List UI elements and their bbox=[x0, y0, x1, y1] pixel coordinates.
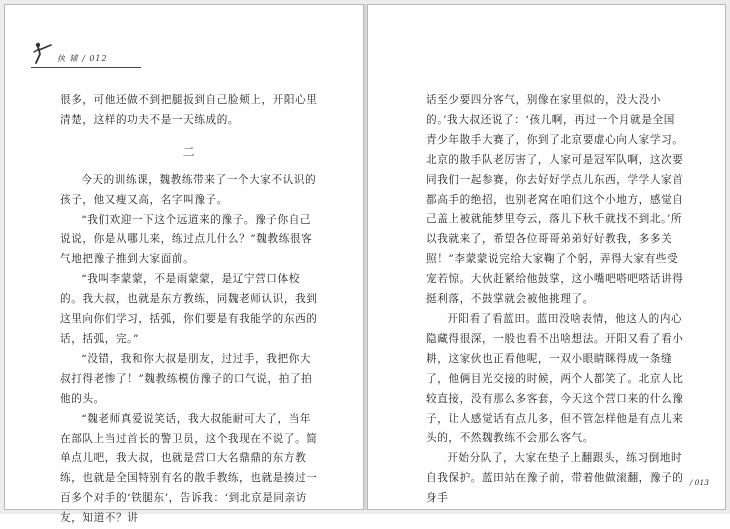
section-heading: 二 bbox=[182, 144, 196, 159]
paragraph: 开阳看了看蓝田。蓝田没啥表情，他这人的内心隐藏得很深，一般也看不出啥想法。开阳又看了看小耕，这家伙也正看他呢，一双小眼睛眯得成一条缝了，他俩目光交接的时候，两个人都笑了。北京人比较直接，没有那么多客套，今天这个营口来的什么豫子，让人感觉话有点儿多，但不管怎样他是有点儿来头的，不然魏教练不会那么客气。 bbox=[426, 312, 684, 445]
paragraph: 很多，可他还做不到把腿扳到自己脸颊上，开阳心里清楚，这样的功夫不是一天练成的。 bbox=[60, 94, 318, 126]
paragraph: 今天的训练课，魏教练带来了一个大家不认识的孩子，他又瘦又高，名字叫豫子。 bbox=[60, 173, 317, 206]
running-head bbox=[31, 41, 108, 65]
kick-figure-icon bbox=[31, 41, 53, 65]
paragraph: “魏老师真爱说笑话，我大叔能耐可大了，当年在部队上当过首长的警卫员，这个我现在不说了。简单点儿吧，我大叔，也就是营口大名鼎鼎的东方教练，也就是全国特别有名的散手教练，也就是揍过一百多个对手的‘铁腿东’，告诉我：‘到北京是同亲访友，知道不？讲 bbox=[60, 412, 318, 525]
paragraph: 话至少要四分客气，别像在家里似的，没大没小的。’我大叔还说了：‘孩儿啊，再过一个月就是全国青少年散手大赛了，你到了北京要虚心向人家学习。北京的散手队老厉害了，人家可是冠军队啊，这次要同我们一起参赛，你去好好学点儿东西，学学人家首都高手的绝招，也别老窝在咱们这个小地方，感觉自己盖上被就能梦里夸云，落儿下秋千就找不到北。’所以我就来了，希望各位哥哥弟弟好好教我，多多关照！”李蒙蒙说完给大家鞠了个躬，弄得大家有些受宠若惊。大伙赶紧给他鼓掌，这小嘴吧嗒吧嗒话讲得挺利落，不鼓掌就会被他挑理了。 bbox=[426, 94, 684, 306]
running-head-rule bbox=[31, 67, 141, 68]
right-page-body bbox=[426, 91, 684, 509]
left-page bbox=[4, 4, 364, 525]
paragraph: 开始分队了，大家在垫子上翻跟头，练习倒地时自我保护。蓝田站在豫子前，带着他做滚翻，豫子的身手 bbox=[426, 452, 684, 505]
page-number: / 013 bbox=[689, 478, 709, 487]
right-page bbox=[367, 4, 726, 510]
running-head-text: 执 辅 / 012 bbox=[57, 54, 108, 63]
paragraph: “我叫李蒙蒙，不是雨蒙蒙，是辽宁营口体校的。我大叔，也就是东方教练，同魏老师认识，我到这里向你们学习，括弧，你们要是有我能学的东西的话，括弧，完。” bbox=[60, 273, 318, 345]
left-page-body bbox=[60, 91, 318, 529]
paragraph: “我们欢迎一下这个远道来的豫子。豫子你自己说说，你是从哪儿来，练过点儿什么？”魏教练很客气地把豫子推到大家面前。 bbox=[60, 213, 313, 266]
paragraph: “没错，我和你大叔是朋友，过过手，我把你大叔打得老惨了！”魏教练模仿豫子的口气说，拍了拍他的头。 bbox=[60, 352, 313, 405]
